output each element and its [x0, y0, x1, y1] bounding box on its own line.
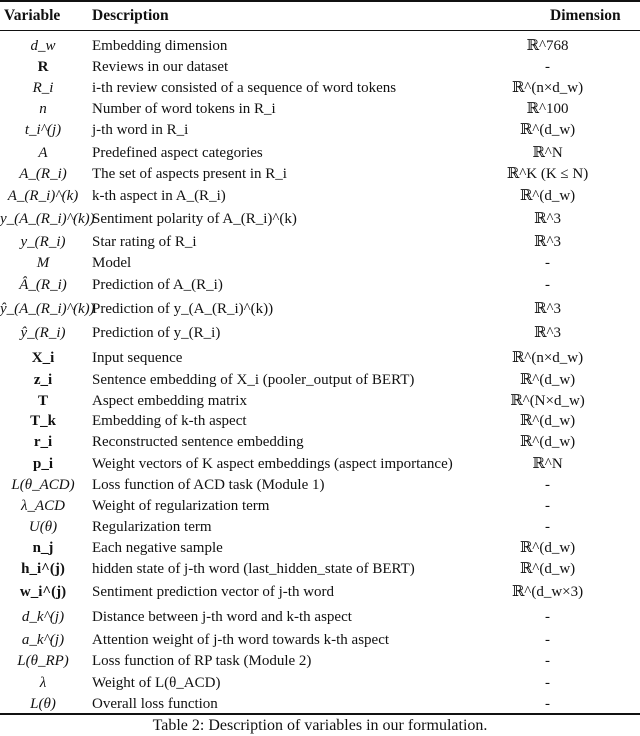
variable-cell: R_i — [32, 80, 54, 96]
description-cell: Prediction of A_(R_i) — [92, 277, 223, 293]
table-row — [0, 348, 640, 368]
variable-cell: d_k^(j) — [21, 609, 65, 625]
table-row — [0, 454, 640, 474]
dimension-cell: ℝ^N — [532, 456, 563, 472]
table-row — [0, 57, 640, 77]
table-row — [0, 607, 640, 627]
table-row — [0, 99, 640, 119]
description-cell: Predefined aspect categories — [92, 145, 263, 161]
table-caption: Table 2: Description of variables in our formulation. — [152, 717, 488, 734]
dimension-cell: - — [545, 632, 550, 648]
variable-cell: U(θ) — [28, 519, 58, 535]
dimension-cell: ℝ^(d_w) — [519, 413, 576, 429]
dimension-cell: ℝ^768 — [526, 38, 569, 54]
description-cell: hidden state of j-th word (last_hidden_state of BERT) — [92, 561, 415, 577]
description-cell: Loss function of ACD task (Module 1) — [92, 477, 325, 493]
variable-cell: n_j — [32, 540, 54, 556]
description-cell: Embedding of k-th aspect — [92, 413, 247, 429]
table-row — [0, 517, 640, 537]
description-cell: Sentence embedding of X_i (pooler_output of BERT) — [92, 372, 415, 388]
dimension-cell: ℝ^3 — [533, 325, 561, 341]
description-cell: Weight vectors of K aspect embeddings (aspect importance) — [92, 456, 453, 472]
dimension-cell: - — [545, 675, 550, 691]
top-rule — [0, 0, 640, 2]
variable-cell: a_k^(j) — [21, 632, 65, 648]
description-cell: Distance between j-th word and k-th aspect — [92, 609, 352, 625]
table-row — [0, 323, 640, 343]
table-row — [0, 496, 640, 516]
dimension-cell: ℝ^3 — [533, 234, 561, 250]
dimension-cell: ℝ^(d_w×3) — [511, 584, 584, 600]
table-row — [0, 143, 640, 163]
variable-cell: λ — [39, 675, 47, 691]
header-dimension: Dimension — [550, 7, 621, 24]
variable-cell: z_i — [33, 372, 53, 388]
table-row — [0, 391, 640, 411]
variable-cell: t_i^(j) — [24, 122, 62, 138]
dimension-cell: ℝ^3 — [533, 211, 561, 227]
dimension-cell: ℝ^(n×d_w) — [511, 350, 584, 366]
description-cell: Each negative sample — [92, 540, 223, 556]
table-row — [0, 299, 640, 319]
variable-cell: R — [37, 59, 49, 75]
description-cell: k-th aspect in A_(R_i) — [92, 188, 226, 204]
table-row — [0, 164, 640, 184]
variable-cell: A_(R_i) — [19, 166, 67, 182]
dimension-cell: ℝ^(d_w) — [519, 561, 576, 577]
dimension-cell: ℝ^(d_w) — [519, 188, 576, 204]
variable-cell: T — [37, 393, 48, 409]
description-cell: Input sequence — [92, 350, 183, 366]
bottom-rule — [0, 713, 640, 715]
description-cell: Sentiment polarity of A_(R_i)^(k) — [92, 211, 297, 227]
variable-cell: M — [36, 255, 50, 271]
variable-cell: n — [39, 101, 47, 117]
description-cell: Number of word tokens in R_i — [92, 101, 276, 117]
dimension-cell: ℝ^K (K ≤ N) — [506, 166, 589, 182]
description-cell: Overall loss function — [92, 696, 218, 712]
table-row — [0, 538, 640, 558]
dimension-cell: - — [545, 477, 550, 493]
table-row — [0, 370, 640, 390]
table-row — [0, 78, 640, 98]
dimension-cell: ℝ^(d_w) — [519, 372, 576, 388]
dimension-cell: ℝ^(d_w) — [519, 540, 576, 556]
description-cell: j-th word in R_i — [92, 122, 189, 138]
dimension-cell: - — [545, 696, 550, 712]
variable-cell: T_k — [30, 413, 56, 429]
variable-cell: w_i^(j) — [19, 584, 67, 600]
dimension-cell: ℝ^(d_w) — [519, 122, 576, 138]
header-variable: Variable — [4, 7, 61, 24]
dimension-cell: ℝ^N — [532, 145, 563, 161]
dimension-cell: - — [545, 609, 550, 625]
header-rule — [0, 30, 640, 31]
dimension-cell: - — [545, 59, 550, 75]
dimension-cell: ℝ^(N×d_w) — [510, 393, 585, 409]
variable-cell: h_i^(j) — [21, 561, 65, 577]
description-cell: Sentiment prediction vector of j-th word — [92, 584, 335, 600]
variable-cell: L(θ_ACD) — [11, 477, 75, 493]
variable-cell: d_w — [30, 38, 56, 54]
description-cell: Aspect embedding matrix — [92, 393, 247, 409]
dimension-cell: ℝ^(d_w) — [519, 434, 576, 450]
variable-cell: ŷ_(A_(R_i)^(k)) — [0, 301, 95, 317]
description-cell: Reviews in our dataset — [92, 59, 229, 75]
dimension-cell: - — [545, 498, 550, 514]
table-row — [0, 253, 640, 273]
description-cell: Prediction of y_(A_(R_i)^(k)) — [92, 301, 274, 317]
description-cell: Regularization term — [92, 519, 212, 535]
table-row — [0, 232, 640, 252]
table-row — [0, 36, 640, 56]
table-row — [0, 411, 640, 431]
variable-cell: X_i — [31, 350, 55, 366]
dimension-cell: ℝ^(n×d_w) — [511, 80, 584, 96]
variable-cell: y_(A_(R_i)^(k)) — [0, 211, 95, 227]
table-row — [0, 559, 640, 579]
table-row — [0, 475, 640, 495]
description-cell: Star rating of R_i — [92, 234, 197, 250]
variable-cell: L(θ_RP) — [17, 653, 69, 669]
description-cell: Reconstructed sentence embedding — [92, 434, 304, 450]
table-row — [0, 673, 640, 693]
dimension-cell: - — [545, 519, 550, 535]
description-cell: Model — [92, 255, 132, 271]
description-cell: i-th review consisted of a sequence of word tokens — [92, 80, 397, 96]
variable-cell: L(θ) — [30, 696, 56, 712]
variable-cell: p_i — [32, 456, 53, 472]
variable-cell: A — [38, 145, 48, 161]
description-cell: Weight of L(θ_ACD) — [92, 675, 221, 691]
dimension-cell: ℝ^3 — [533, 301, 561, 317]
description-cell: Loss function of RP task (Module 2) — [92, 653, 312, 669]
variable-cell: r_i — [33, 434, 53, 450]
table-row — [0, 432, 640, 452]
variable-cell: y_(R_i) — [20, 234, 66, 250]
table-row — [0, 120, 640, 140]
description-cell: Embedding dimension — [92, 38, 228, 54]
dimension-cell: - — [545, 255, 550, 271]
variable-cell: Â_(R_i) — [19, 277, 67, 293]
description-cell: The set of aspects present in R_i — [92, 166, 287, 182]
header-description: Description — [92, 7, 169, 24]
table-row — [0, 694, 640, 714]
table-row — [0, 582, 640, 602]
variable-cell: λ_ACD — [21, 498, 65, 514]
dimension-cell: - — [545, 653, 550, 669]
description-cell: Prediction of y_(R_i) — [92, 325, 221, 341]
variable-cell: ŷ_(R_i) — [20, 325, 66, 341]
dimension-cell: ℝ^100 — [526, 101, 569, 117]
table-row — [0, 186, 640, 206]
description-cell: Attention weight of j-th word towards k-th aspect — [92, 632, 390, 648]
table-row — [0, 275, 640, 295]
table-row — [0, 209, 640, 229]
table-row — [0, 651, 640, 671]
variable-cell: A_(R_i)^(k) — [7, 188, 79, 204]
dimension-cell: - — [545, 277, 550, 293]
description-cell: Weight of regularization term — [92, 498, 270, 514]
table-row — [0, 630, 640, 650]
